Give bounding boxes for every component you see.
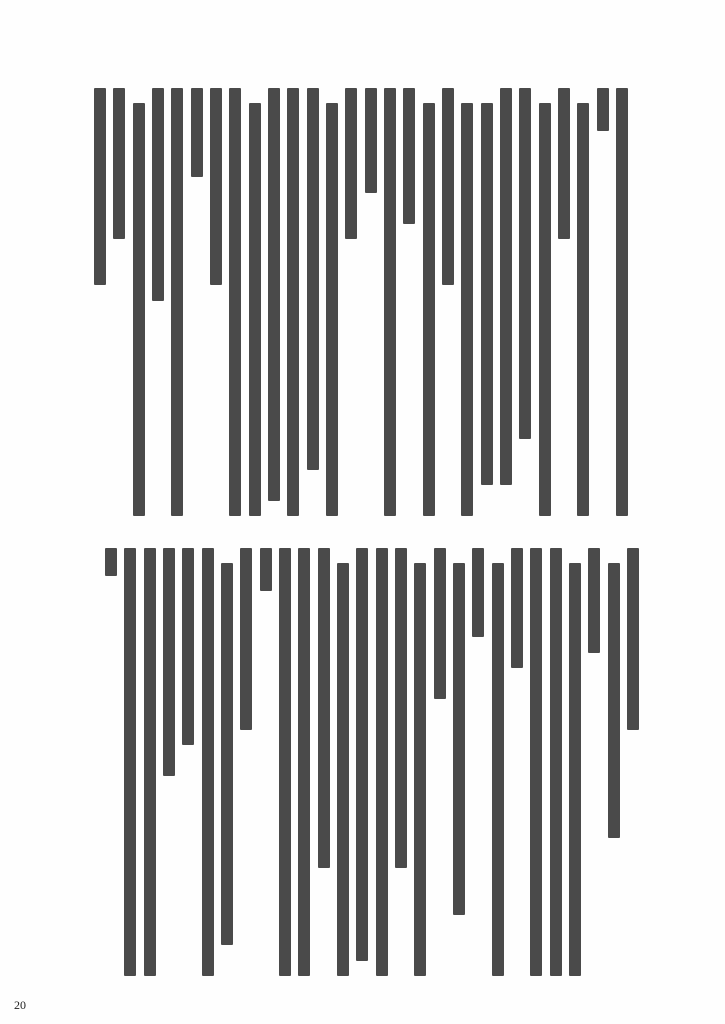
redacted-text-line (163, 548, 175, 776)
redacted-text-line (356, 548, 368, 961)
redacted-text-line (550, 548, 562, 976)
redacted-text-line (472, 548, 484, 637)
redacted-text-line (376, 548, 388, 976)
redacted-text-line (337, 563, 349, 976)
redacted-text-line (414, 563, 426, 976)
redacted-text-line (453, 563, 465, 914)
redacted-text-line (318, 548, 330, 868)
redacted-text-line (124, 548, 136, 976)
redacted-text-line (588, 548, 600, 653)
redacted-text-line (279, 548, 291, 976)
redacted-text-line (434, 548, 446, 699)
redacted-text-line (608, 563, 620, 837)
redacted-text-line (492, 563, 504, 976)
redacted-text-line (260, 548, 272, 591)
redacted-text-line (221, 563, 233, 945)
redacted-text-line (202, 548, 214, 976)
redacted-text-line (144, 548, 156, 976)
redacted-text-line (240, 548, 252, 730)
redacted-text-line (530, 548, 542, 976)
redacted-text-line (182, 548, 194, 745)
redacted-text-line (395, 548, 407, 868)
redacted-text-line (511, 548, 523, 668)
page-number: 20 (14, 998, 26, 1012)
redacted-text-line (298, 548, 310, 976)
redacted-text-line (627, 548, 639, 730)
redacted-text-line (105, 548, 117, 576)
redacted-text-line (569, 563, 581, 976)
